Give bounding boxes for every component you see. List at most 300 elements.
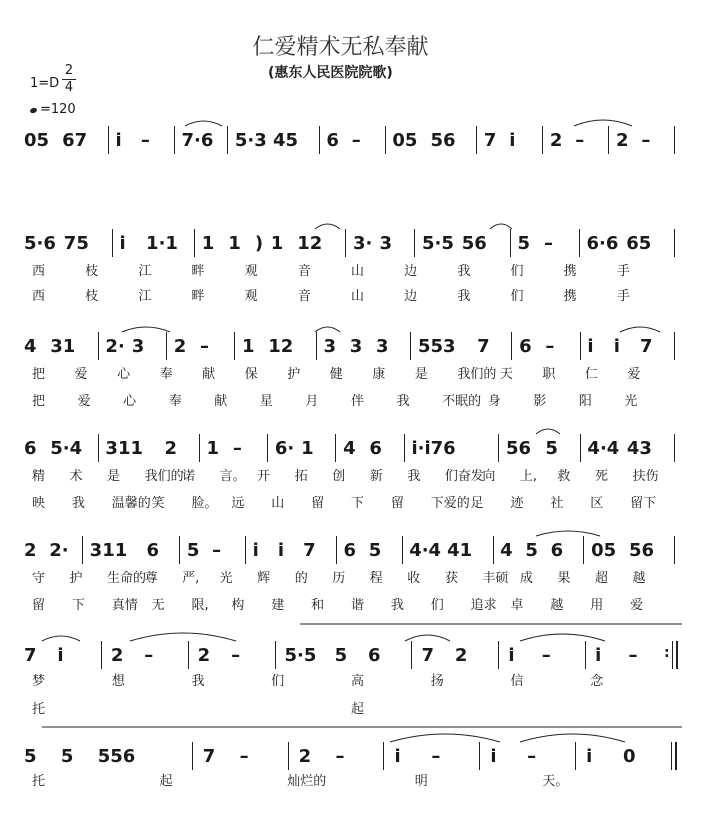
- note-token: 2: [164, 438, 178, 459]
- note-token: –: [335, 746, 345, 767]
- bar-line: [192, 742, 193, 770]
- lyric-syllable: 爱: [627, 367, 641, 382]
- note-token: 5: [24, 746, 37, 767]
- note-token: 2: [454, 645, 468, 666]
- lyric-syllable: 上,: [519, 469, 538, 484]
- lyric-syllable: 不眠的: [442, 394, 482, 409]
- note-token: i: [394, 746, 401, 767]
- bar-line: [542, 126, 543, 154]
- note-token: 2·: [49, 540, 69, 561]
- note-token: 2: [298, 746, 312, 767]
- note-token: 4: [24, 336, 37, 357]
- note-token: –: [144, 645, 154, 666]
- lyric-syllable: 我: [407, 469, 421, 484]
- lyric-syllable: 托: [32, 774, 46, 789]
- note-token: 31: [50, 336, 76, 357]
- note-token: 75: [63, 233, 89, 254]
- lyric-syllable: 高: [351, 674, 365, 689]
- lyric-syllable: 奉: [159, 367, 173, 382]
- note-token: 5·6: [24, 233, 56, 254]
- lyric-syllable: 真情: [111, 598, 138, 613]
- lyric-syllable: 我: [191, 674, 205, 689]
- note-token: 1: [206, 438, 220, 459]
- lyric-syllable: 远: [231, 496, 245, 511]
- lyric-syllable: 手: [616, 264, 630, 279]
- lyric-syllable: 们奋发: [444, 469, 484, 484]
- lyric-syllable: 星: [259, 394, 273, 409]
- lyric-syllable: 下爱的: [430, 496, 470, 511]
- note-token: 12: [297, 233, 323, 254]
- bar-line: [674, 229, 675, 257]
- lyric-syllable: 明: [414, 774, 428, 789]
- lyric-syllable: 身: [487, 394, 501, 409]
- bar-line: [575, 742, 576, 770]
- note-token: 1·1: [146, 233, 178, 254]
- score-line: [0, 438, 709, 458]
- note-token: 6: [519, 336, 532, 357]
- lyric-syllable: 的: [294, 571, 308, 586]
- note-token: 3·: [353, 233, 373, 254]
- lyric-syllable: 手: [616, 289, 630, 304]
- note-token: –: [231, 645, 241, 666]
- lyric-syllable: 建: [271, 598, 285, 613]
- note-token: 3: [323, 336, 336, 357]
- lyric-syllable: 们: [430, 598, 444, 613]
- bar-line: [288, 742, 289, 770]
- lyric-syllable: 脸。: [191, 496, 218, 511]
- lyric-syllable: 谐: [351, 598, 365, 613]
- note-token: 553: [418, 336, 456, 357]
- note-token: 5: [186, 540, 200, 561]
- lyric-syllable: 下: [351, 496, 365, 511]
- note-token: 556: [97, 746, 136, 767]
- lyric-syllable: 职: [542, 367, 556, 382]
- lyric-syllable: 爱: [74, 367, 88, 382]
- bar-line: [676, 641, 678, 669]
- bar-line: [579, 229, 580, 257]
- lyric-syllable: 光: [219, 571, 233, 586]
- note-token: 2: [110, 645, 124, 666]
- lyric-syllable: 精: [32, 469, 46, 484]
- lyric-syllable: 向: [482, 469, 496, 484]
- lyric-syllable: 音: [297, 289, 311, 304]
- lyric-syllable: 们: [510, 289, 524, 304]
- lyric-syllable: 阳: [578, 394, 592, 409]
- note-token: i: [586, 746, 593, 767]
- lyric-syllable: 尊: [144, 571, 158, 586]
- note-token: 2: [549, 130, 563, 151]
- lyric-syllable: 社: [550, 496, 564, 511]
- score-line: [0, 336, 709, 356]
- note-token: 05: [24, 130, 50, 151]
- lyric-syllable: 构: [231, 598, 245, 613]
- note-token: –: [212, 540, 222, 561]
- bar-line: [194, 229, 195, 257]
- bar-line: [580, 434, 581, 462]
- note-token: 67: [62, 130, 88, 151]
- note-token: 5·4: [50, 438, 83, 459]
- bar-line: [108, 126, 109, 154]
- bar-line: [479, 742, 480, 770]
- lyric-syllable: 光: [624, 394, 638, 409]
- lyric-syllable: 心: [123, 394, 137, 409]
- note-token: 6: [146, 540, 160, 561]
- bar-line: [245, 536, 246, 564]
- lyric-syllable: 严,: [182, 571, 200, 586]
- note-token: 3: [375, 336, 389, 357]
- bar-line: [414, 229, 415, 257]
- lyric-syllable: 康: [372, 367, 386, 382]
- lyric-syllable: 枝: [85, 289, 99, 304]
- lyric-syllable: 山: [271, 496, 285, 511]
- note-token: 3: [349, 336, 363, 357]
- lyric-syllable: 越: [632, 571, 646, 586]
- lyric-syllable: 山: [351, 264, 365, 279]
- lyric-syllable: 仁: [584, 367, 598, 382]
- lyric-syllable: 奉: [168, 394, 182, 409]
- note-token: ): [254, 233, 264, 254]
- lyric-syllable: 开: [257, 469, 271, 484]
- note-token: 4·4: [587, 438, 620, 459]
- bar-line: [267, 434, 268, 462]
- note-token: –: [575, 130, 585, 151]
- lyric-syllable: 果: [557, 571, 571, 586]
- bar-line: [411, 641, 412, 669]
- note-token: –: [628, 645, 638, 666]
- note-token: –: [140, 130, 150, 151]
- lyric-syllable: 丰硕: [482, 571, 509, 586]
- note-token: –: [351, 130, 361, 151]
- bar-line: [112, 229, 113, 257]
- lyric-syllable: 江: [138, 289, 152, 304]
- lyric-syllable: 成: [519, 571, 533, 586]
- note-token: i·i76: [411, 438, 456, 459]
- bar-line: [383, 742, 384, 770]
- note-token: i: [587, 336, 594, 357]
- note-token: i: [509, 130, 516, 151]
- lyric-syllable: 是: [414, 367, 428, 382]
- bar-line: [385, 126, 386, 154]
- lyric-syllable: 诺: [182, 469, 196, 484]
- bar-line: [493, 536, 494, 564]
- lyric-syllable: 伴: [351, 394, 365, 409]
- note-token: 5: [545, 438, 558, 459]
- lyric-syllable: 留: [311, 496, 325, 511]
- lyric-syllable: 追求: [470, 598, 497, 613]
- lyric-syllable: 超: [594, 571, 608, 586]
- note-token: –: [544, 233, 554, 254]
- lyric-syllable: 救: [557, 469, 571, 484]
- note-token: 6: [369, 438, 382, 459]
- bar-line: [179, 536, 180, 564]
- lyric-syllable: 护: [69, 571, 83, 586]
- lyric-syllable: 健: [329, 367, 343, 382]
- lyric-syllable: 爱: [77, 394, 91, 409]
- note-token: i: [595, 645, 602, 666]
- bar-line: [275, 641, 276, 669]
- lyric-syllable: 获: [444, 571, 458, 586]
- lyric-syllable: 西: [32, 289, 46, 304]
- lyric-syllable: 畔: [191, 264, 205, 279]
- score-line: [0, 746, 709, 766]
- note-token: 5: [368, 540, 382, 561]
- lyric-syllable: 限,: [191, 598, 209, 613]
- song-subtitle: (惠东人民医院院歌): [268, 65, 393, 81]
- note-token: –: [545, 336, 555, 357]
- lyric-syllable: 言。: [219, 469, 246, 484]
- note-token: 41: [447, 540, 473, 561]
- lyric-syllable: 枝: [85, 264, 99, 279]
- bar-line: [82, 536, 83, 564]
- note-token: 5: [60, 746, 74, 767]
- bar-line: [672, 641, 673, 669]
- note-token: 45: [272, 130, 299, 151]
- note-token: 7: [639, 336, 653, 357]
- note-token: 56: [628, 540, 655, 561]
- score-line: [0, 233, 709, 253]
- bar-line: [166, 332, 167, 360]
- note-token: 5·5: [421, 233, 454, 254]
- bar-line: [476, 126, 477, 154]
- bar-line: [511, 332, 512, 360]
- note-token: 7: [483, 130, 497, 151]
- lyric-syllable: 天: [499, 367, 513, 382]
- note-token: 0: [623, 746, 636, 767]
- note-token: 5: [334, 645, 348, 666]
- bar-line: [234, 332, 235, 360]
- lyric-syllable: 足: [470, 496, 484, 511]
- lyric-syllable: 术: [69, 469, 83, 484]
- bar-line: [316, 332, 317, 360]
- bar-line: [671, 742, 672, 770]
- note-token: i: [115, 130, 122, 151]
- lyric-syllable: 影: [533, 394, 547, 409]
- note-token: 1: [228, 233, 241, 254]
- lyric-syllable: 江: [138, 264, 152, 279]
- score-line: [0, 645, 709, 665]
- lyric-syllable: 留下: [630, 496, 657, 511]
- note-token: 2: [24, 540, 37, 561]
- lyric-syllable: 我: [457, 289, 471, 304]
- note-token: i: [57, 645, 64, 666]
- bar-line: [319, 126, 320, 154]
- bar-line: [404, 434, 405, 462]
- lyric-syllable: 迹: [510, 496, 524, 511]
- bar-line: [675, 742, 677, 770]
- lyric-syllable: 扬: [430, 674, 444, 689]
- lyric-syllable: 新: [369, 469, 383, 484]
- lyric-syllable: 收: [407, 571, 421, 586]
- lyric-syllable: 温馨的: [111, 496, 151, 511]
- bar-line: [101, 641, 102, 669]
- note-token: –: [232, 438, 242, 459]
- lyric-syllable: 越: [550, 598, 564, 613]
- lyric-syllable: 我: [71, 496, 85, 511]
- time-numerator: 2: [64, 63, 74, 78]
- note-token: 56: [506, 438, 532, 459]
- note-token: 4: [500, 540, 513, 561]
- lyric-syllable: 我: [457, 264, 471, 279]
- note-token: 311: [105, 438, 143, 459]
- note-token: 1: [201, 233, 215, 254]
- lyric-syllable: 把: [32, 394, 46, 409]
- lyric-syllable: 辉: [257, 571, 271, 586]
- time-denominator: 4: [64, 80, 74, 95]
- lyric-syllable: 拓: [294, 469, 308, 484]
- lyric-syllable: 我们的: [457, 367, 497, 382]
- bar-line: [174, 126, 175, 154]
- lyric-syllable: 我: [390, 598, 404, 613]
- lyric-syllable: 创: [332, 469, 346, 484]
- lyric-syllable: 携: [563, 289, 577, 304]
- lyric-syllable: 把: [32, 367, 46, 382]
- note-token: 7: [24, 645, 37, 666]
- note-token: 4·4: [409, 540, 442, 561]
- note-token: 6: [550, 540, 564, 561]
- score-line: [0, 130, 709, 150]
- note-token: 7·6: [181, 130, 214, 151]
- note-token: 43: [626, 438, 652, 459]
- note-token: –: [199, 336, 209, 357]
- note-token: 2: [197, 645, 211, 666]
- note-token: –: [541, 645, 551, 666]
- note-token: –: [641, 130, 651, 151]
- bar-line: [199, 434, 200, 462]
- note-token: 1: [270, 233, 284, 254]
- lyric-syllable: 起: [159, 774, 173, 789]
- lyric-syllable: 献: [202, 367, 216, 382]
- note-token: 6·6: [586, 233, 619, 254]
- note-token: 6: [368, 645, 381, 666]
- note-token: i: [490, 746, 497, 767]
- note-token: 56: [461, 233, 487, 254]
- note-token: 7: [477, 336, 490, 357]
- lyric-syllable: 观: [244, 289, 258, 304]
- note-token: 65: [626, 233, 652, 254]
- bar-line: [585, 641, 586, 669]
- lyric-syllable: 我们的: [144, 469, 184, 484]
- bar-line: [674, 536, 675, 564]
- note-token: 4: [343, 438, 356, 459]
- bar-line: [674, 126, 675, 154]
- lyric-syllable: 护: [287, 367, 301, 382]
- bar-line: [498, 641, 499, 669]
- lyric-syllable: 边: [404, 264, 418, 279]
- lyric-syllable: 观: [244, 264, 258, 279]
- note-token: 05: [591, 540, 617, 561]
- note-token: i: [252, 540, 259, 561]
- repeat-sign: :: [663, 645, 670, 661]
- lyric-syllable: 想: [111, 674, 125, 689]
- note-token: 3: [131, 336, 145, 357]
- lyric-syllable: 们: [271, 674, 285, 689]
- bar-line: [510, 229, 511, 257]
- lyric-syllable: 卓: [510, 598, 524, 613]
- note-token: 5·3: [234, 130, 267, 151]
- lyric-syllable: 无: [151, 598, 165, 613]
- lyric-syllable: 爱: [630, 598, 644, 613]
- note-token: –: [527, 746, 537, 767]
- note-token: i: [119, 233, 126, 254]
- lyric-syllable: 笑: [151, 496, 165, 511]
- note-token: 6: [326, 130, 339, 151]
- bar-line: [498, 434, 499, 462]
- lyric-syllable: 和: [311, 598, 325, 613]
- bar-line: [227, 126, 228, 154]
- lyric-syllable: 守: [32, 571, 46, 586]
- lyric-syllable: 用: [590, 598, 604, 613]
- bar-line: [674, 434, 675, 462]
- note-token: 5: [517, 233, 531, 254]
- song-title: 仁爱精术无私奉献: [252, 35, 429, 60]
- lyric-syllable: 映: [32, 496, 46, 511]
- bar-line: [188, 641, 189, 669]
- lyric-syllable: 西: [32, 264, 46, 279]
- note-token: 2·: [105, 336, 125, 357]
- bar-line: [336, 536, 337, 564]
- bar-line: [410, 332, 411, 360]
- bar-line: [98, 434, 99, 462]
- lyric-syllable: 携: [563, 264, 577, 279]
- note-token: 2: [173, 336, 187, 357]
- note-token: 311: [89, 540, 128, 561]
- lyric-syllable: 山: [351, 289, 365, 304]
- lyric-syllable: 托: [32, 702, 46, 717]
- bar-line: [402, 536, 403, 564]
- note-token: –: [239, 746, 249, 767]
- key-signature: 1=D: [30, 76, 60, 91]
- lyric-syllable: 生命的: [107, 571, 147, 586]
- lyric-syllable: 天。: [542, 774, 569, 789]
- bar-line: [98, 332, 99, 360]
- lyric-syllable: 心: [117, 367, 131, 382]
- lyric-syllable: 们: [510, 264, 524, 279]
- score-line: [0, 540, 709, 560]
- lyric-syllable: 留: [32, 598, 46, 613]
- lyric-syllable: 梦: [32, 674, 46, 689]
- lyric-syllable: 区: [590, 496, 604, 511]
- note-token: 1: [301, 438, 314, 459]
- note-token: 6·: [274, 438, 295, 459]
- bar-line: [335, 434, 336, 462]
- lyric-syllable: 音: [297, 264, 311, 279]
- note-token: 3: [379, 233, 393, 254]
- note-token: 1: [242, 336, 255, 357]
- tempo-marking: =120: [30, 102, 76, 117]
- lyric-syllable: 死: [594, 469, 608, 484]
- lyric-syllable: 保: [244, 367, 258, 382]
- lyric-syllable: 程: [369, 571, 383, 586]
- note-token: 12: [268, 336, 294, 357]
- lyric-syllable: 念: [590, 674, 604, 689]
- note-token: i: [277, 540, 285, 561]
- lyric-syllable: 留: [390, 496, 404, 511]
- note-token: 6: [343, 540, 357, 561]
- note-token: 5·5: [284, 645, 317, 666]
- lyric-syllable: 边: [404, 289, 418, 304]
- lyric-syllable: 月: [305, 394, 319, 409]
- lyric-syllable: 扶伤: [632, 469, 659, 484]
- lyric-syllable: 起: [351, 702, 365, 717]
- lyric-syllable: 历: [332, 571, 346, 586]
- note-token: i: [613, 336, 620, 357]
- note-token: 7: [303, 540, 316, 561]
- bar-line: [583, 536, 584, 564]
- lyric-syllable: 是: [107, 469, 121, 484]
- note-token: 5: [525, 540, 538, 561]
- lyric-syllable: 信: [510, 674, 524, 689]
- note-token: 05: [392, 130, 418, 151]
